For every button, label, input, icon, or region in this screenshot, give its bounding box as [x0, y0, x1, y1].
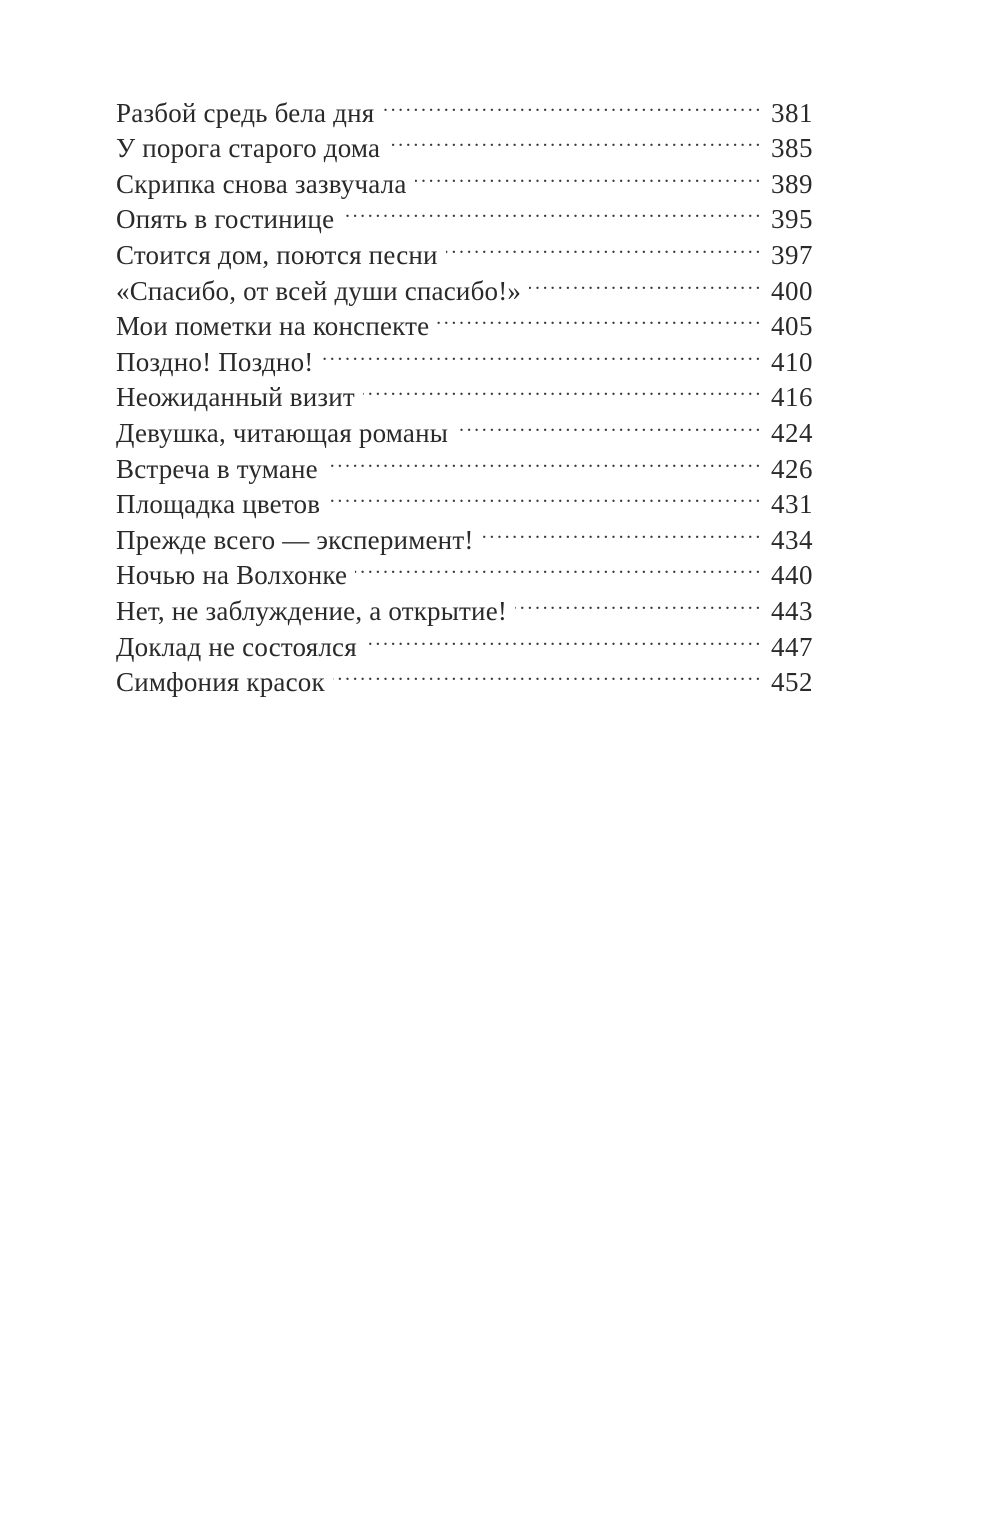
toc-dot-leader	[328, 478, 763, 514]
toc-entry-title: Девушка, читающая романы	[116, 417, 449, 448]
toc-entry-title: Мои пометки на конспекте	[116, 311, 430, 342]
toc-page-number: 426	[771, 453, 813, 484]
toc-page-number: 395	[771, 204, 813, 235]
toc-dot-leader	[382, 86, 763, 122]
toc-dot-leader	[321, 335, 763, 371]
toc-entry	[116, 86, 813, 128]
toc-page-number: 431	[771, 489, 813, 520]
toc-page-number: 400	[771, 275, 813, 306]
toc-entry-title: Площадка цветов	[116, 489, 321, 520]
toc-dot-leader	[515, 584, 763, 620]
toc-dot-leader	[342, 193, 763, 229]
toc-entry-title: Разбой средь бела дня	[116, 97, 375, 128]
toc-dot-leader	[415, 157, 763, 193]
toc-entry-title: Доклад не состоялся	[116, 631, 357, 662]
toc-page-number: 410	[771, 346, 813, 377]
toc-page-number: 385	[771, 133, 813, 164]
toc-page-number: 389	[771, 168, 813, 199]
table-of-contents	[116, 86, 813, 698]
toc-page-number: 443	[771, 595, 813, 626]
toc-page-number: 440	[771, 560, 813, 591]
toc-dot-leader	[446, 228, 763, 264]
toc-entry-title: Ночью на Волхонке	[116, 560, 348, 591]
toc-dot-leader	[363, 371, 763, 407]
toc-entry-title: Нет, не заблуждение, а открытие!	[116, 595, 508, 626]
toc-entry-title: «Спасибо, от всей души спасибо!»	[116, 275, 522, 306]
toc-page-number: 424	[771, 417, 813, 448]
toc-entry-title: Прежде всего — эксперимент!	[116, 524, 474, 555]
toc-entry-title: Симфония красок	[116, 667, 325, 698]
toc-page-number: 405	[771, 311, 813, 342]
toc-page-number: 416	[771, 382, 813, 413]
toc-entry-title: Встреча в тумане	[116, 453, 318, 484]
toc-dot-leader	[355, 549, 763, 585]
toc-dot-leader	[529, 264, 763, 300]
toc-dot-leader	[365, 620, 763, 656]
toc-entry-title: Поздно! Поздно!	[116, 346, 314, 377]
toc-dot-leader	[437, 300, 763, 336]
toc-page-number: 452	[771, 667, 813, 698]
toc-dot-leader	[388, 122, 763, 158]
toc-entry-title: Стоится дом, поются песни	[116, 239, 438, 270]
toc-page-number: 381	[771, 97, 813, 128]
toc-entry-title: У порога старого дома	[116, 133, 381, 164]
toc-page-number: 434	[771, 524, 813, 555]
toc-dot-leader	[482, 513, 763, 549]
toc-entry-title: Неожиданный визит	[116, 382, 355, 413]
toc-dot-leader	[333, 656, 763, 692]
toc-dot-leader	[456, 406, 763, 442]
toc-page-number: 397	[771, 239, 813, 270]
toc-entry-title: Опять в гостинице	[116, 204, 335, 235]
toc-entry-title: Скрипка снова зазвучала	[116, 168, 407, 199]
toc-dot-leader	[326, 442, 763, 478]
toc-page-number: 447	[771, 631, 813, 662]
